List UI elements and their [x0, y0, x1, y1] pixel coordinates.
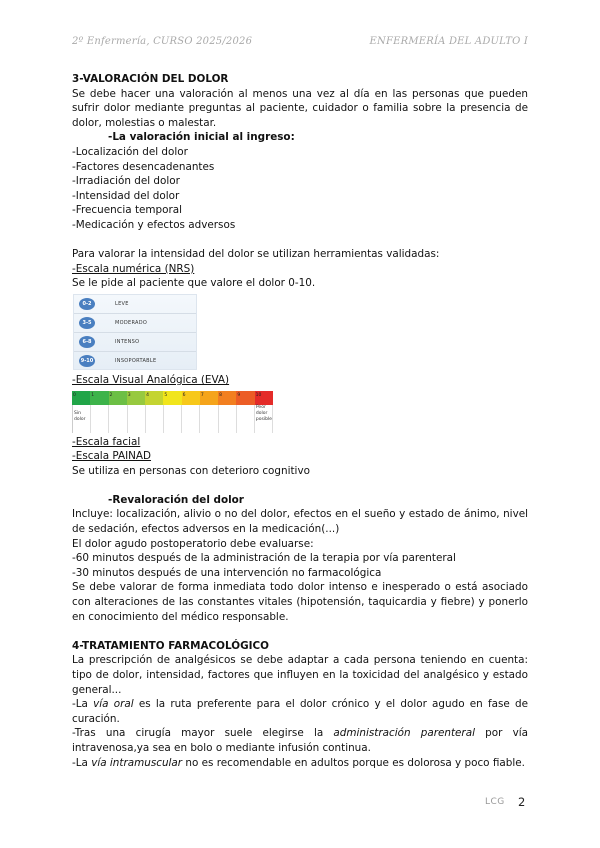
nrs-row	[74, 295, 196, 314]
text-run: -Tras una cirugía mayor suele elegirse la	[72, 727, 334, 740]
eva-grid-col	[128, 405, 146, 433]
inicial-item: -Irradiación del dolor	[72, 175, 180, 188]
painad-desc: Se utiliza en personas con deterioro cognitivo	[72, 464, 310, 477]
eva-cell: 8	[218, 391, 236, 405]
eva-right-label: dolor	[255, 410, 268, 416]
eva-left-label: dolor	[74, 416, 86, 422]
valoracion-intro: Se debe hacer una valoración al menos una vez al día en las personas que pueden sufrir dolor mediante preguntas al paciente, cuidador o familia sobre la presencia de dolor, molestias o malestar.	[72, 87, 528, 129]
eva-right-label: posible	[255, 416, 272, 422]
inicial-item: -Factores desencadenantes	[72, 160, 215, 173]
footer-initials: LCG	[485, 797, 505, 807]
intramuscular-paragraph	[72, 756, 528, 771]
via-oral-paragraph	[72, 697, 528, 726]
herramientas-text: Para valorar la intensidad del dolor se utilizan herramientas validadas:	[72, 248, 440, 261]
eva-cell: 1	[90, 391, 108, 405]
eva-cell: 4	[145, 391, 163, 405]
eva-grid-col	[255, 405, 273, 433]
revaloracion-p2: El dolor agudo postoperatorio debe evaluarse:	[72, 537, 314, 550]
face-icon: 3-5	[79, 317, 95, 329]
parenteral-paragraph	[72, 726, 528, 755]
eva-grid	[72, 405, 273, 433]
nrs-label: LEVE	[115, 300, 129, 307]
nrs-row	[74, 333, 196, 352]
nrs-label: INSOPORTABLE	[115, 357, 157, 364]
inicial-title: -La valoración inicial al ingreso:	[108, 131, 295, 144]
eva-grid-col	[219, 405, 237, 433]
eva-grid-col	[91, 405, 109, 433]
nrs-row	[74, 352, 196, 370]
eva-grid-col	[237, 405, 255, 433]
eva-cell: 9	[236, 391, 254, 405]
eva-cell: 2	[109, 391, 127, 405]
eva-title: -Escala Visual Analógica (EVA)	[72, 373, 230, 386]
nrs-desc: Se le pide al paciente que valore el dolor 0-10.	[72, 277, 316, 290]
eva-grid-col	[109, 405, 127, 433]
face-icon: 0-2	[79, 298, 95, 310]
nrs-row	[74, 314, 196, 333]
text-run: no es recomendable en adultos porque es dolorosa y poco fiable.	[182, 756, 525, 769]
face-icon: 6-8	[79, 336, 95, 348]
revaloracion-title: -Revaloración del dolor	[108, 493, 244, 506]
nrs-title: -Escala numérica (NRS)	[72, 262, 195, 275]
inicial-item: -Medicación y efectos adversos	[72, 218, 236, 231]
eva-grid-col	[146, 405, 164, 433]
revaloracion-p3: -60 minutos después de la administración de la terapia por vía parenteral	[72, 552, 456, 565]
text-em: vía oral	[93, 698, 134, 711]
revaloracion-p5: Se debe valorar de forma inmediata todo dolor intenso e inesperado o está asociado con alteraciones de las constantes vitales (hipotensión, taquicardia y fiebre) y ponerlo en conocimiento del médico responsable.	[72, 581, 528, 623]
eva-cell: 10	[255, 391, 273, 405]
header-subject: ENFERMERÍA DEL ADULTO I	[369, 36, 528, 47]
nrs-label: INTENSO	[115, 338, 140, 345]
section-title-tratamiento: 4-TRATAMIENTO FARMACOLÓGICO	[72, 639, 269, 652]
eva-grid-col	[182, 405, 200, 433]
eva-cell: 5	[163, 391, 181, 405]
document-body	[72, 72, 528, 770]
inicial-item: -Frecuencia temporal	[72, 204, 183, 217]
painad-title: -Escala PAINAD	[72, 450, 152, 463]
text-em: administración parenteral	[333, 727, 475, 740]
inicial-item: -Intensidad del dolor	[72, 189, 180, 202]
eva-scale-image	[72, 391, 273, 433]
text-run: por vía intravenosa,ya sea en bolo o mediante infusión continua.	[72, 727, 529, 754]
eva-right-label: Peor	[255, 404, 266, 410]
eva-cell: 0	[72, 391, 90, 405]
eva-cell: 6	[182, 391, 200, 405]
text-run: -La	[72, 756, 92, 769]
eva-left-label: Sin	[74, 410, 81, 416]
text-run: es la ruta preferente para el dolor crónico y el dolor agudo en fase de curación.	[72, 698, 528, 725]
face-icon: 9-10	[79, 355, 95, 367]
eva-cell: 3	[127, 391, 145, 405]
nrs-label: MODERADO	[115, 319, 148, 326]
eva-grid-col	[73, 405, 91, 433]
nrs-scale-image	[73, 294, 197, 370]
eva-cell: 7	[200, 391, 218, 405]
text-em: vía intramuscular	[91, 756, 183, 769]
header-course: 2º Enfermería, CURSO 2025/2026	[72, 36, 253, 47]
text-run: -La	[72, 698, 94, 711]
revaloracion-p1: Incluye: localización, alivio o no del dolor, efectos en el sueño y estado de ánimo, nivel de sedación, efectos adversos en la medicación(...)	[72, 508, 528, 536]
revaloracion-p4: -30 minutos después de una intervención no farmacológica	[72, 566, 382, 579]
facial-title: -Escala facial	[72, 435, 141, 448]
section-title-valoracion: 3-VALORACIÓN DEL DOLOR	[72, 73, 229, 85]
eva-color-bar	[72, 391, 273, 405]
page-number: 2	[518, 795, 526, 809]
tratamiento-p1: La prescripción de analgésicos se debe adaptar a cada persona teniendo en cuenta: tipo de dolor, intensidad, factores que influyen en la toxicidad del analgésico y estado general...	[72, 654, 528, 696]
eva-grid-col	[164, 405, 182, 433]
eva-grid-col	[200, 405, 218, 433]
inicial-item: -Localización del dolor	[72, 145, 188, 158]
